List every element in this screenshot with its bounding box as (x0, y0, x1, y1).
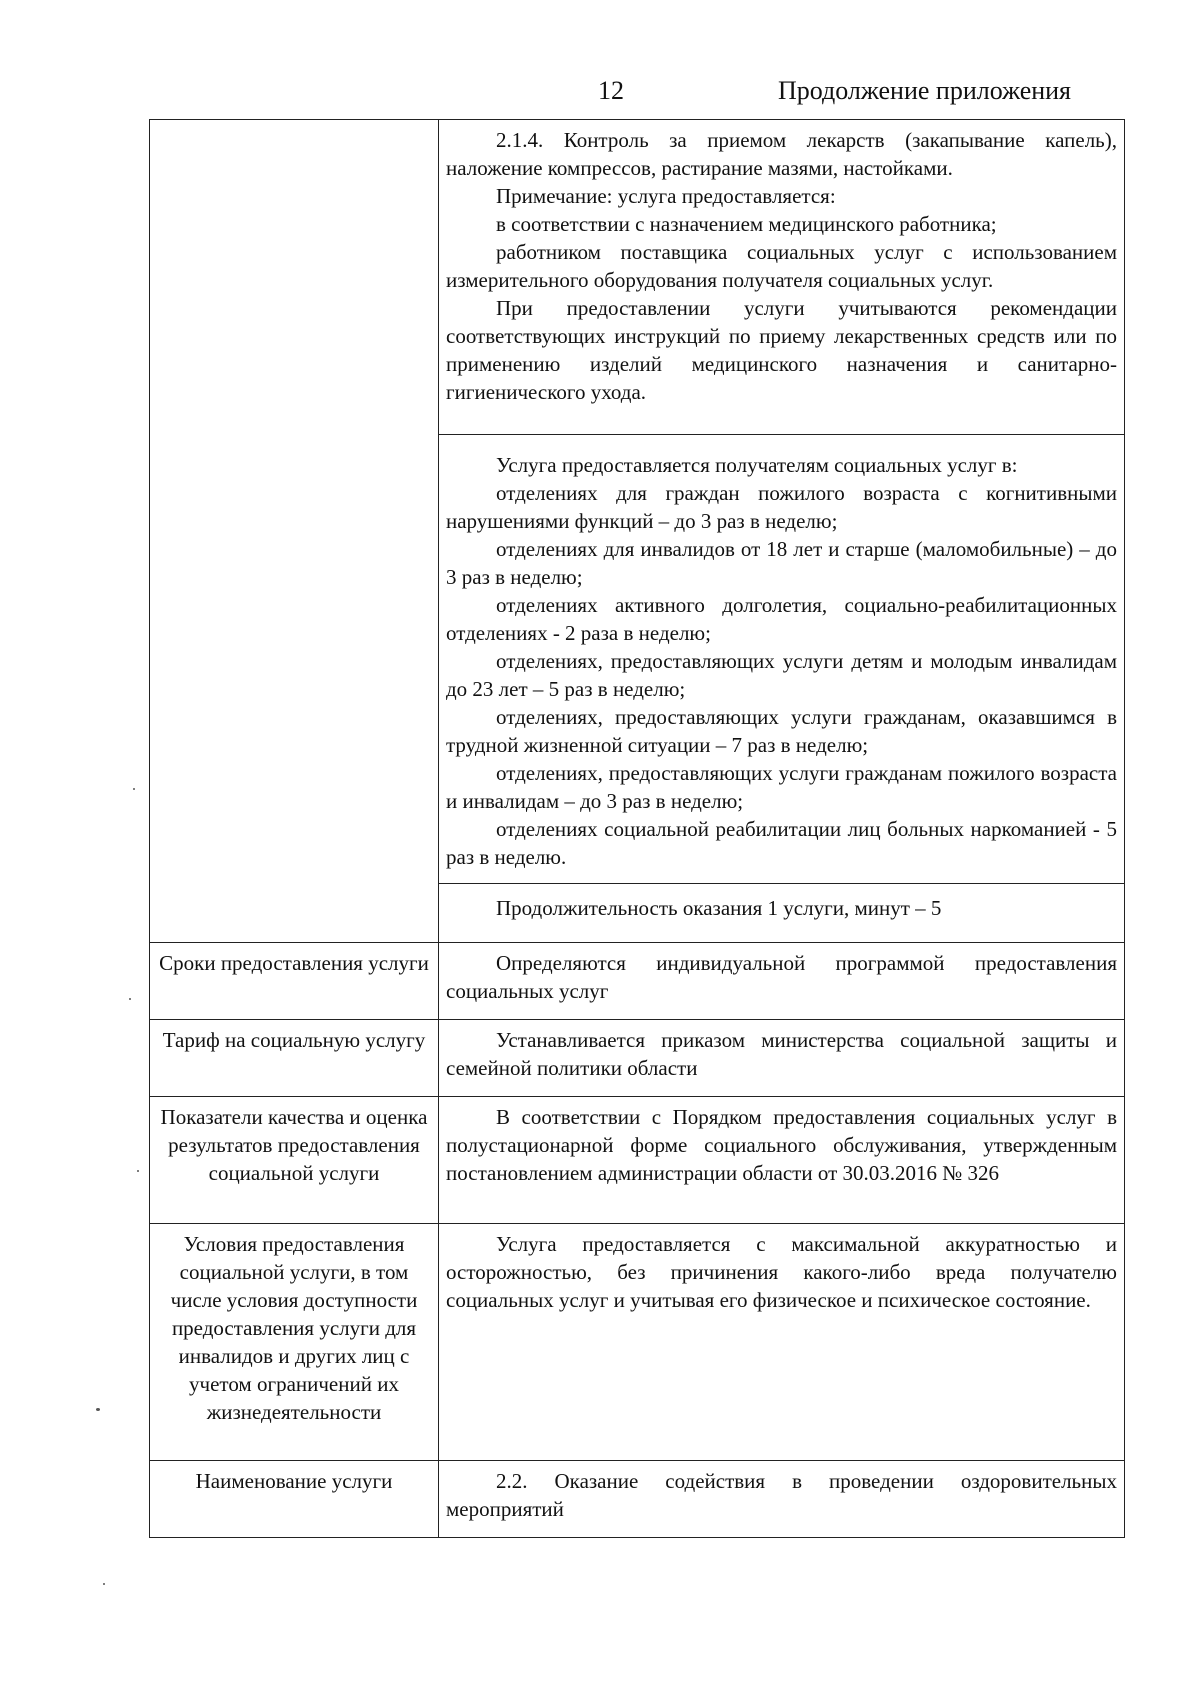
paragraph: отделениях для инвалидов от 18 лет и старше (маломобильные) – до 3 раз в неделю; (446, 537, 1117, 589)
scan-speck (103, 1583, 105, 1585)
paragraph: работником поставщика социальных услуг с использованием измерительного оборудования получателя социальных услуг. (446, 240, 1117, 292)
empty-label-cell (150, 120, 439, 943)
row-label (150, 1461, 439, 1538)
paragraph: 2.1.4. Контроль за приемом лекарств (закапывание капель), наложение компрессов, растирание мазями, настойками. (446, 128, 1117, 180)
paragraph: отделениях, предоставляющих услуги гражданам пожилого возраста и инвалидам – до 3 раз в неделю; (446, 761, 1117, 813)
scan-speck (137, 1170, 139, 1172)
row-value-text: В соответствии с Порядком предоставления социальных услуг в полустационарной форме социального обслуживания, утвержденным постановлением администрации области от 30.03.2016 № 326 (446, 1105, 1117, 1185)
row-value (439, 1020, 1125, 1097)
row-label (150, 1097, 439, 1224)
row-label-text: Сроки предоставления услуги (159, 951, 429, 975)
paragraph: Продолжительность оказания 1 услуги, минут – 5 (496, 896, 942, 920)
table-row (150, 1020, 1125, 1097)
row-label (150, 1020, 439, 1097)
medication-control-cell (439, 120, 1125, 435)
paragraph: отделениях социальной реабилитации лиц больных наркоманией - 5 раз в неделю. (446, 817, 1117, 869)
paragraph: отделениях, предоставляющих услуги гражданам, оказавшимся в трудной жизненной ситуации – 7 раз в неделю; (446, 705, 1117, 757)
row-value-text: Устанавливается приказом министерства социальной защиты и семейной политики области (446, 1028, 1117, 1080)
row-value-text: 2.2. Оказание содействия в проведении оздоровительных мероприятий (446, 1469, 1117, 1521)
row-value-text: Определяются индивидуальной программой предоставления социальных услуг (446, 951, 1117, 1003)
row-label-text: Наименование услуги (195, 1469, 393, 1493)
running-head: Продолжение приложения (778, 76, 1072, 105)
page-number: 12 (598, 76, 624, 105)
scan-speck (133, 788, 135, 790)
paragraph: отделениях активного долголетия, социально-реабилитационных отделениях - 2 раза в неделю; (446, 593, 1117, 645)
row-label (150, 943, 439, 1020)
scan-speck (129, 998, 131, 1000)
frequency-cell (439, 435, 1125, 884)
row-value (439, 943, 1125, 1020)
table-row (150, 1097, 1125, 1224)
table-row (150, 120, 1125, 435)
paragraph: отделениях, предоставляющих услуги детям и молодым инвалидам до 23 лет – 5 раз в неделю; (446, 649, 1117, 701)
row-value (439, 1097, 1125, 1224)
table-row (150, 1461, 1125, 1538)
paragraph: Услуга предоставляется получателям социальных услуг в: (496, 453, 1018, 477)
row-label-text: Условия предоставления социальной услуги, в том числе условия доступности предоставления услуги для инвалидов и других лиц с учетом ограничений их жизнедеятельности (170, 1232, 418, 1424)
table-row (150, 943, 1125, 1020)
service-table (149, 119, 1125, 1538)
duration-cell (439, 884, 1125, 943)
row-label-text: Тариф на социальную услугу (162, 1028, 426, 1052)
paragraph: Примечание: услуга предоставляется: (496, 184, 836, 208)
table-row (150, 1224, 1125, 1461)
row-label (150, 1224, 439, 1461)
scan-speck (96, 1408, 100, 1411)
row-label-text: Показатели качества и оценка результатов предоставления социальной услуги (160, 1105, 428, 1185)
paragraph: При предоставлении услуги учитываются рекомендации соответствующих инструкций по приему лекарственных средств или по применению изделий медицинского назначения и санитарно-гигиенического ухода. (446, 296, 1117, 404)
paragraph: в соответствии с назначением медицинского работника; (496, 212, 997, 236)
row-value (439, 1224, 1125, 1461)
row-value (439, 1461, 1125, 1538)
paragraph: отделениях для граждан пожилого возраста с когнитивными нарушениями функций – до 3 раз в неделю; (446, 481, 1117, 533)
row-value-text: Услуга предоставляется с максимальной аккуратностью и осторожностью, без причинения какого-либо вреда получателю социальных услуг и учитывая его физическое и психическое состояние. (446, 1232, 1117, 1312)
